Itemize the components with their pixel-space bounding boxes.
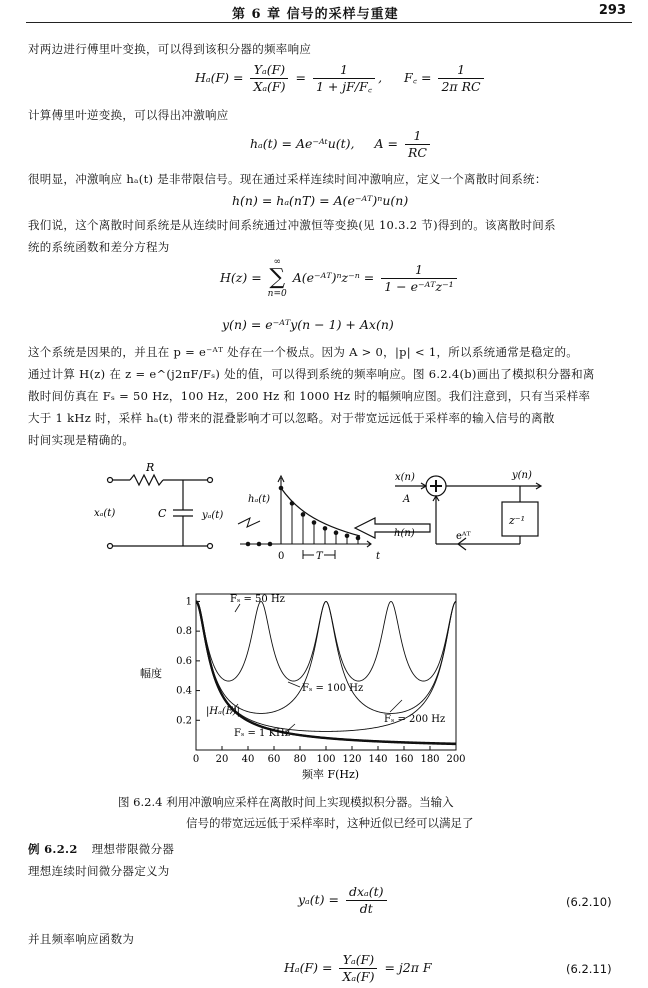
bd-gain-label: A xyxy=(403,494,411,505)
chart-axes xyxy=(196,594,456,750)
header-rule xyxy=(26,22,632,23)
y-tick-label: 0.6 xyxy=(176,655,192,667)
example-title: 理想带限微分器 xyxy=(91,842,175,856)
bd-feedback-gain: eᴬᵀ xyxy=(456,531,471,542)
example-heading xyxy=(28,838,628,860)
x-tick-label: 60 xyxy=(267,754,281,765)
x-tick-label: 140 xyxy=(368,754,388,765)
equation-number: (6.2.10) xyxy=(566,895,612,909)
resistor-label: R xyxy=(146,461,155,474)
series-label-fs100: Fₛ = 100 Hz xyxy=(302,683,364,694)
equation-sampled-impulse: h(n) = hₐ(nT) = A(e⁻ᴬᵀ)ⁿu(n) xyxy=(232,193,409,208)
x-tick-label: 160 xyxy=(394,754,414,765)
impulse-sample xyxy=(246,542,251,547)
origin-label: 0 xyxy=(278,551,285,562)
x-tick-label: 20 xyxy=(215,754,229,765)
paragraph: 这个系统是因果的，并且在 p = e⁻ᴬᵀ 处存在一个极点。因为 A > 0，|p| < 1，所以系统通常是稳定的。 xyxy=(28,345,579,359)
ha-label: hₐ(t) xyxy=(248,494,271,505)
paragraph: 很明显，冲激响应 hₐ(t) 是非带限信号。现在通过采样连续时间冲激响应，定义一个离散时间系统： xyxy=(28,172,547,186)
input-label: xₐ(t) xyxy=(94,508,116,519)
paragraph: 通过计算 H(z) 在 z = e^(j2πF/Fₛ) 处的值，可以得到系统的频率响应。图 6.2.4(b)画出了模拟积分器和离 xyxy=(28,367,595,381)
bd-input-label: x(n) xyxy=(395,472,415,483)
paragraph: 时间实现是精确的。 xyxy=(28,433,135,447)
impulse-sample xyxy=(334,530,339,535)
series-label-fs50: Fₛ = 50 Hz xyxy=(230,594,285,605)
x-tick-label: 80 xyxy=(293,754,307,765)
equation-differentiator-response: Hₐ(F) = $\frac{\text{Yₐ(F)}}{\text{Xₐ(F)}}$ = j2π F xyxy=(284,952,432,984)
bd-output-label: y(n) xyxy=(512,470,532,481)
x-tick-label: 40 xyxy=(241,754,255,765)
figure-caption-line1: 图 6.2.4 利用冲激响应采样在离散时间上实现模拟积分器。当输入 xyxy=(118,795,454,809)
period-label: T xyxy=(316,551,323,562)
paragraph: 对两边进行傅里叶变换，可以得到该积分器的频率响应 xyxy=(28,42,312,56)
x-tick-label: 0 xyxy=(192,754,200,765)
series-line xyxy=(196,601,456,681)
impulse-sample xyxy=(257,542,262,547)
impulse-sample xyxy=(279,486,284,491)
paragraph: 并且频率响应函数为 xyxy=(28,932,135,946)
paragraph: 大于 1 kHz 时，采样 hₐ(t) 带来的混叠影响才可以忽略。对于带宽远远低于采样率的输入信号的离散 xyxy=(28,411,555,425)
x-tick-label: 100 xyxy=(316,754,336,765)
series-label-fs200: Fₛ = 200 Hz xyxy=(384,714,446,725)
paragraph: 统的系统函数和差分方程为 xyxy=(28,240,170,254)
impulse-sample xyxy=(290,501,295,506)
paragraph: 我们说，这个离散时间系统是从连续时间系统通过冲激恒等变换(见 10.3.2 节)得到的。该离散时间系 xyxy=(28,218,556,232)
equation-difference: y(n) = e⁻ᴬᵀy(n − 1) + Ax(n) xyxy=(222,317,394,332)
impulse-sample xyxy=(268,542,273,547)
series-line xyxy=(196,601,456,713)
bd-delay-label: z⁻¹ xyxy=(509,514,526,527)
impulse-sample xyxy=(345,533,350,538)
y-tick-label: 1 xyxy=(185,596,192,608)
equation-impulse-response: hₐ(t) = Ae⁻ᴬᵗu(t), A = $\frac{1}{RC}$ xyxy=(250,128,433,161)
equation-frequency-response: Hₐ(F) = $\frac{\text{Yₐ(F)}}{\text{Xₐ(F)}}$ = $\frac{1}{1 + jF/F꜀}$ , F꜀ = $\frac{1}{\text{2π RC}}$ xyxy=(195,62,487,95)
paragraph: 散时间仿真在 Fₛ = 50 Hz，100 Hz，200 Hz 和 1000 Hz 时的幅频响应图。我们注意到，只有当采样率 xyxy=(28,389,591,403)
series-label-fs1k: Fₛ = 1 KHz xyxy=(234,728,291,739)
equation-differentiator: yₐ(t) = $\frac{\text{dxₐ(t)}}{dt}$ xyxy=(298,884,390,917)
time-label: t xyxy=(376,551,381,562)
paragraph: 计算傅里叶逆变换，可以得出冲激响应 xyxy=(28,108,229,122)
bd-h-label: h(n) xyxy=(394,528,415,539)
x-tick-label: 120 xyxy=(342,754,362,765)
y-tick-label: 0.4 xyxy=(176,685,192,697)
impulse-sample xyxy=(356,536,361,541)
chapter-title: 第 6 章 信号的采样与重建 xyxy=(232,7,399,22)
impulse-sample xyxy=(323,526,328,531)
page-header xyxy=(0,0,648,24)
series-label-analog: |Hₐ(F)| xyxy=(206,706,240,717)
x-tick-label: 200 xyxy=(446,754,466,765)
conversion-arrow xyxy=(355,518,430,538)
figure-diagrams xyxy=(90,458,570,576)
y-tick-label: 0.2 xyxy=(176,715,192,727)
capacitor-label: C xyxy=(158,507,167,520)
x-tick-label: 180 xyxy=(420,754,440,765)
equation-number: (6.2.11) xyxy=(566,962,612,976)
y-tick-label: 0.8 xyxy=(176,626,192,638)
magnitude-response-chart xyxy=(140,582,470,782)
x-axis-label: 频率 F(Hz) xyxy=(302,768,360,781)
impulse-sample xyxy=(312,520,317,525)
equation-system-function: H(z) = ∞ ∑ n=0 A(e⁻ᴬᵀ)ⁿz⁻ⁿ = $\frac{1}{\text{1 − e⁻ᴬᵀz⁻¹}}$ xyxy=(220,258,460,308)
y-axis-label: 幅度 xyxy=(140,667,162,680)
plot-frame xyxy=(196,594,456,750)
page-number: 293 xyxy=(598,3,626,18)
impulse-sample xyxy=(301,512,306,517)
figure-caption-line2: 信号的带宽远远低于采样率时，这种近似已经可以满足了 xyxy=(186,816,474,830)
paragraph: 理想连续时间微分器定义为 xyxy=(28,864,170,878)
output-label: yₐ(t) xyxy=(202,510,224,521)
example-label: 例 6.2.2 xyxy=(28,842,78,856)
impulse-plot xyxy=(238,476,371,547)
